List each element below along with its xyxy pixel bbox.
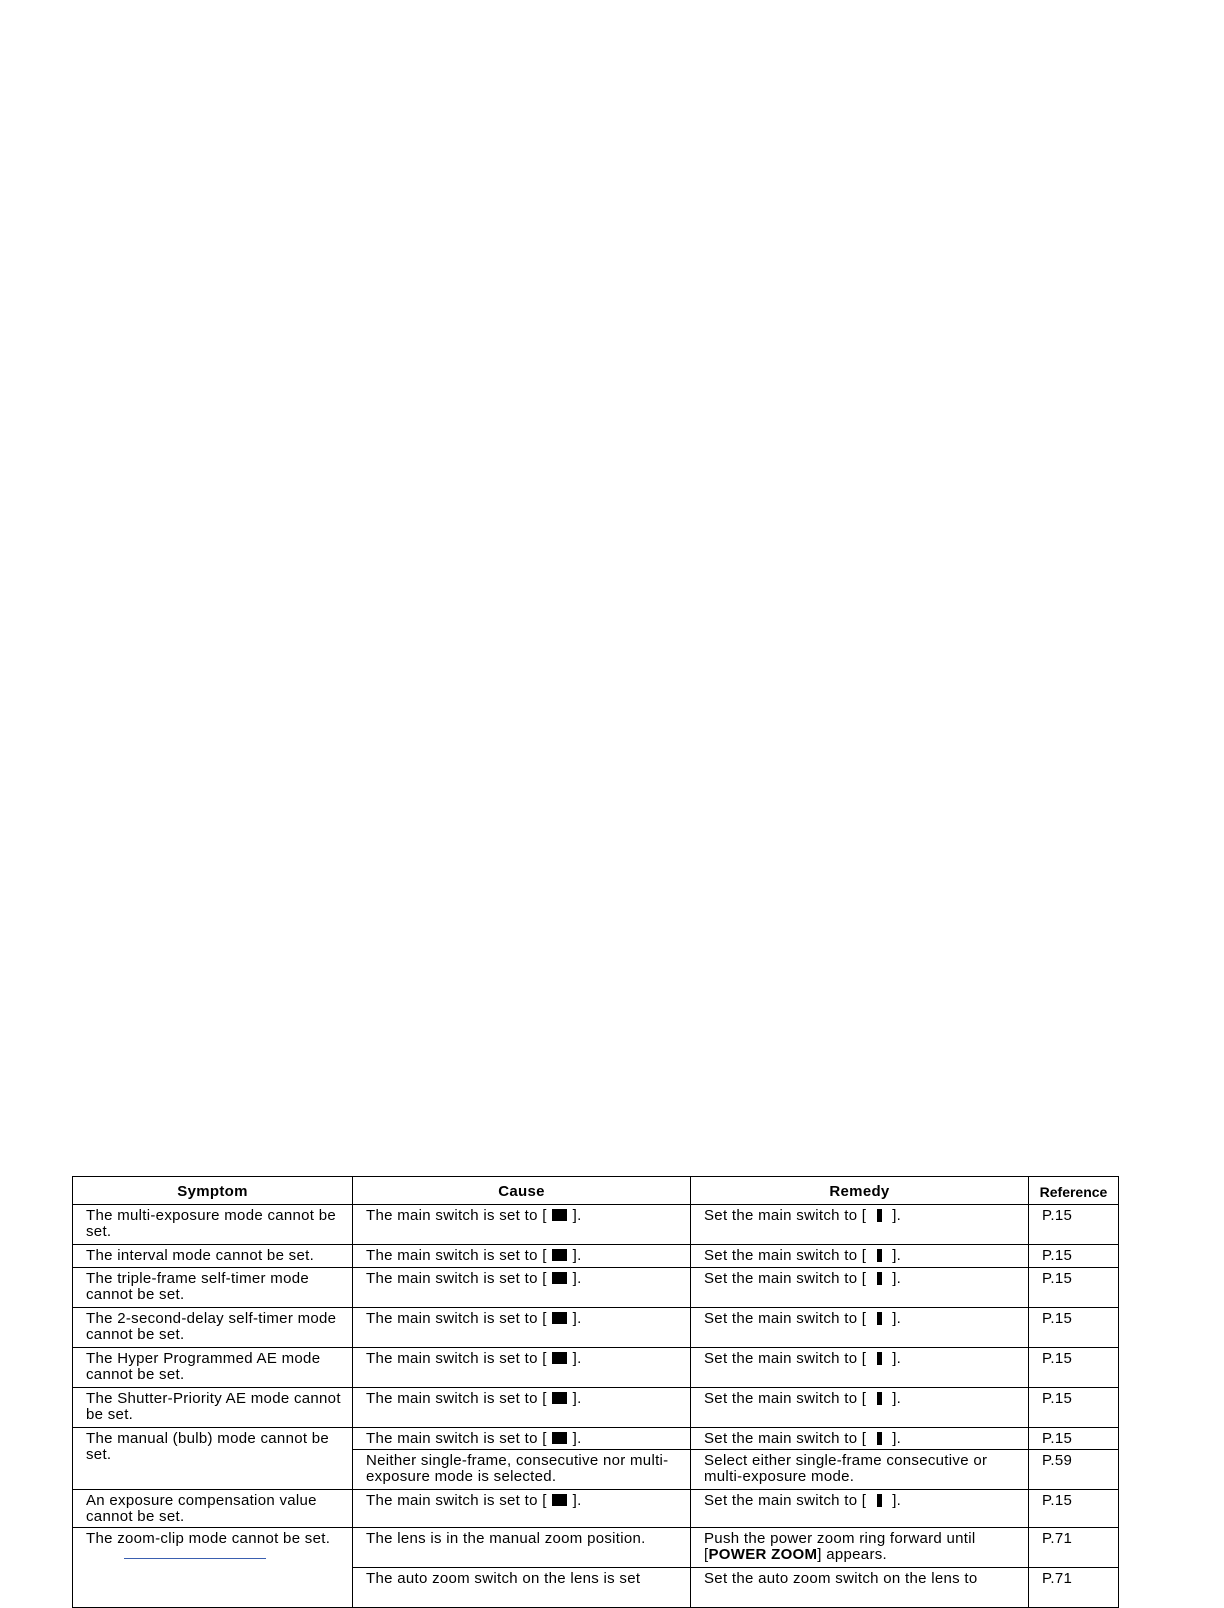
reference-cell: P.15 [1029,1308,1119,1348]
reference-cell: P.71 [1029,1568,1119,1608]
troubleshooting-table [72,1176,1119,1608]
remedy-cell: Push the power zoom ring forward until [POWER ZOOM] appears. [691,1528,1029,1568]
cause-cell: The main switch is set to [ ]. [353,1268,691,1308]
reference-cell: P.15 [1029,1268,1119,1308]
table-row [73,1268,1119,1308]
cause-cell: The main switch is set to [ ]. [353,1388,691,1428]
main-switch-on-icon [877,1312,882,1325]
main-switch-on-icon [877,1249,882,1262]
symptom-cell: The manual (bulb) mode cannot be set. [73,1428,353,1490]
reference-cell: P.15 [1029,1245,1119,1268]
symptom-cell: The interval mode cannot be set. [73,1245,353,1268]
underline-mark [124,1558,266,1559]
remedy-cell: Set the auto zoom switch on the lens to [691,1568,1029,1608]
main-switch-off-icon [552,1249,567,1261]
table-row [73,1348,1119,1388]
table-row [73,1490,1119,1528]
remedy-cell: Set the main switch to [ ]. [691,1490,1029,1528]
main-switch-off-icon [552,1432,567,1444]
remedy-cell: Set the main switch to [ ]. [691,1205,1029,1245]
symptom-cell: The multi-exposure mode cannot be set. [73,1205,353,1245]
reference-cell: P.15 [1029,1205,1119,1245]
remedy-cell: Set the main switch to [ ]. [691,1245,1029,1268]
table-header-row [73,1177,1119,1205]
header-cause: Cause [353,1177,691,1205]
cause-cell: Neither single-frame, consecutive nor multi-exposure mode is selected. [353,1450,691,1490]
main-switch-off-icon [552,1392,567,1404]
reference-cell: P.15 [1029,1388,1119,1428]
cause-cell: The main switch is set to [ ]. [353,1490,691,1528]
symptom-cell: The zoom-clip mode cannot be set. [73,1528,353,1608]
header-remedy: Remedy [691,1177,1029,1205]
main-switch-on-icon [877,1392,882,1405]
symptom-cell: An exposure compensation value cannot be set. [73,1490,353,1528]
remedy-cell: Select either single-frame consecutive or multi-exposure mode. [691,1450,1029,1490]
header-reference: Reference [1029,1177,1119,1205]
remedy-cell: Set the main switch to [ ]. [691,1428,1029,1450]
main-switch-on-icon [877,1432,882,1445]
table-row [73,1245,1119,1268]
table-row [73,1388,1119,1428]
cause-cell: The main switch is set to [ ]. [353,1205,691,1245]
table-row [73,1428,1119,1450]
main-switch-off-icon [552,1494,567,1506]
main-switch-on-icon [877,1272,882,1285]
cause-cell: The main switch is set to [ ]. [353,1428,691,1450]
cause-cell: The main switch is set to [ ]. [353,1308,691,1348]
main-switch-off-icon [552,1209,567,1221]
cause-cell: The main switch is set to [ ]. [353,1348,691,1388]
reference-cell: P.59 [1029,1450,1119,1490]
table-row [73,1308,1119,1348]
table-row [73,1205,1119,1245]
symptom-cell: The 2-second-delay self-timer mode cannot be set. [73,1308,353,1348]
main-switch-on-icon [877,1352,882,1365]
cause-cell: The main switch is set to [ ]. [353,1245,691,1268]
header-symptom: Symptom [73,1177,353,1205]
symptom-cell: The Hyper Programmed AE mode cannot be set. [73,1348,353,1388]
reference-cell: P.15 [1029,1490,1119,1528]
reference-cell: P.15 [1029,1428,1119,1450]
table-body [73,1205,1119,1608]
remedy-cell: Set the main switch to [ ]. [691,1308,1029,1348]
symptom-cell: The triple-frame self-timer mode cannot be set. [73,1268,353,1308]
main-switch-off-icon [552,1352,567,1364]
table-row [73,1528,1119,1568]
main-switch-off-icon [552,1312,567,1324]
symptom-cell: The Shutter-Priority AE mode cannot be set. [73,1388,353,1428]
main-switch-on-icon [877,1494,882,1507]
reference-cell: P.71 [1029,1528,1119,1568]
cause-cell: The auto zoom switch on the lens is set [353,1568,691,1608]
main-switch-off-icon [552,1272,567,1284]
remedy-cell: Set the main switch to [ ]. [691,1268,1029,1308]
remedy-cell: Set the main switch to [ ]. [691,1388,1029,1428]
reference-cell: P.15 [1029,1348,1119,1388]
remedy-cell: Set the main switch to [ ]. [691,1348,1029,1388]
main-switch-on-icon [877,1209,882,1222]
cause-cell: The lens is in the manual zoom position. [353,1528,691,1568]
